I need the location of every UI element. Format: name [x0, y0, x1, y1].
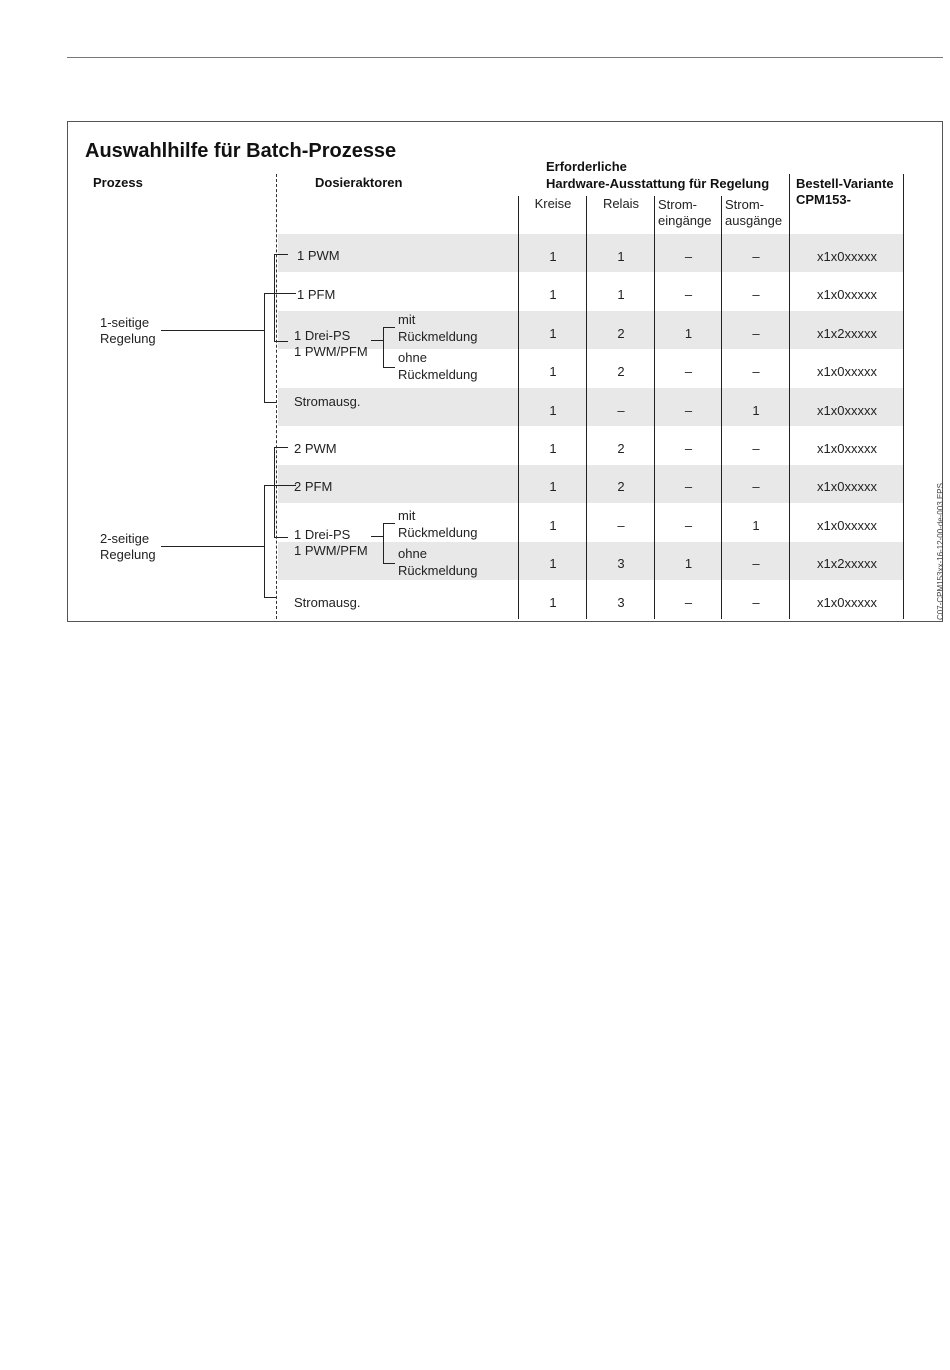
label-ohne: ohne	[398, 350, 427, 365]
cell-variante: x1x0xxxxx	[817, 403, 877, 418]
cell-relais: 1	[617, 249, 625, 264]
process-1-line2: Regelung	[100, 331, 156, 346]
cell-relais: 3	[617, 556, 625, 571]
actuator-1pwm: 1 PWM	[297, 248, 340, 263]
cell-kreise: 1	[549, 249, 557, 264]
label-ohne: ohne	[398, 546, 427, 561]
label-rueckmeldung: Rückmeldung	[398, 329, 478, 344]
label-rueckmeldung: Rückmeldung	[398, 525, 478, 540]
cell-kreise: 1	[549, 287, 557, 302]
tree-line	[371, 340, 383, 341]
cell-kreise: 1	[549, 403, 557, 418]
cell-strom-aus: –	[752, 364, 760, 379]
cell-strom-ein: –	[684, 287, 693, 302]
tree-line	[274, 447, 288, 448]
process-2-line1: 2-seitige	[100, 531, 150, 546]
cell-strom-ein: –	[684, 479, 693, 494]
cell-relais: 2	[617, 326, 625, 341]
cell-relais: 1	[617, 287, 625, 302]
header-strom-aus-1: Strom-	[725, 197, 764, 212]
actuator-pwm-pfm: 1 PWM/PFM	[294, 543, 368, 558]
page-header-rule	[67, 57, 943, 58]
actuator-2pwm: 2 PWM	[294, 441, 337, 456]
tree-line	[264, 293, 265, 402]
cell-strom-ein: 1	[684, 326, 693, 341]
header-strom-ein-2: eingänge	[658, 213, 712, 228]
cell-strom-ein: –	[684, 364, 693, 379]
cell-kreise: 1	[549, 326, 557, 341]
tree-line	[383, 327, 395, 328]
header-strom-aus-2: ausgänge	[725, 213, 783, 228]
label-rueckmeldung: Rückmeldung	[398, 367, 478, 382]
actuator-drei-ps: 1 Drei-PS	[294, 527, 351, 542]
actuator-2pfm: 2 PFM	[294, 479, 333, 494]
cell-relais: 2	[617, 479, 625, 494]
cell-strom-aus: –	[752, 326, 760, 341]
tree-line	[371, 536, 383, 537]
cell-strom-aus: 1	[752, 403, 760, 418]
actuator-stromausg: Stromausg.	[294, 595, 361, 610]
cell-kreise: 1	[549, 518, 557, 533]
cell-strom-aus: 1	[752, 518, 760, 533]
header-bestell-line2: CPM153-	[796, 192, 851, 207]
cell-strom-ein: –	[684, 595, 693, 610]
cell-relais: –	[617, 518, 625, 533]
cell-strom-aus: –	[752, 595, 760, 610]
actuator-drei-ps: 1 Drei-PS	[294, 328, 351, 343]
cell-variante: x1x0xxxxx	[817, 441, 877, 456]
cell-variante: x1x2xxxxx	[817, 326, 877, 341]
col-sep	[903, 174, 904, 619]
cell-strom-ein: 1	[684, 556, 693, 571]
cell-variante: x1x2xxxxx	[817, 556, 877, 571]
tree-line	[383, 523, 395, 524]
header-bestell-line1: Bestell-Variante	[796, 176, 894, 191]
figure-title: Auswahlhilfe für Batch-Prozesse	[85, 140, 397, 162]
tree-line	[274, 254, 288, 255]
actuator-stromausg: Stromausg.	[294, 394, 361, 409]
tree-line	[383, 367, 395, 368]
cell-strom-ein: –	[684, 249, 693, 264]
cell-variante: x1x0xxxxx	[817, 595, 877, 610]
tree-line	[383, 327, 384, 367]
dashed-divider	[276, 174, 277, 619]
cell-variante: x1x0xxxxx	[817, 249, 877, 264]
tree-line	[264, 485, 296, 486]
cell-kreise: 1	[549, 364, 557, 379]
tree-line	[274, 537, 288, 538]
cell-variante: x1x0xxxxx	[817, 364, 877, 379]
cell-relais: 3	[617, 595, 625, 610]
tree-line	[274, 254, 275, 341]
tree-line	[274, 341, 288, 342]
process-2-line2: Regelung	[100, 547, 156, 562]
header-hardware-line2: Hardware-Ausstattung für Regelung	[546, 176, 770, 191]
cell-relais: –	[617, 403, 625, 418]
cell-strom-ein: –	[684, 403, 693, 418]
cell-kreise: 1	[549, 479, 557, 494]
cell-kreise: 1	[549, 441, 557, 456]
cell-variante: x1x0xxxxx	[817, 518, 877, 533]
cell-relais: 2	[617, 441, 625, 456]
tree-line	[161, 546, 264, 547]
label-rueckmeldung: Rückmeldung	[398, 563, 478, 578]
cell-strom-aus: –	[752, 287, 760, 302]
actuator-1pfm: 1 PFM	[297, 287, 336, 302]
tree-line	[383, 563, 395, 564]
label-mit: mit	[398, 508, 416, 523]
tree-line	[264, 402, 276, 403]
cell-strom-aus: –	[752, 556, 760, 571]
tree-line	[264, 597, 276, 598]
cell-kreise: 1	[549, 556, 557, 571]
cell-strom-ein: –	[684, 441, 693, 456]
actuator-pwm-pfm: 1 PWM/PFM	[294, 344, 368, 359]
cell-variante: x1x0xxxxx	[817, 287, 877, 302]
process-1-line1: 1-seitige	[100, 315, 150, 330]
figure-box	[67, 121, 943, 622]
tree-line	[161, 330, 264, 331]
cell-strom-ein: –	[684, 518, 693, 533]
label-mit: mit	[398, 312, 416, 327]
header-relais: Relais	[602, 196, 640, 211]
header-dosieraktoren: Dosieraktoren	[315, 175, 403, 190]
col-sep	[789, 174, 790, 619]
tree-line	[274, 447, 275, 537]
cell-variante: x1x0xxxxx	[817, 479, 877, 494]
cell-strom-aus: –	[752, 441, 760, 456]
figure-code: C07-CPM153xx-16-12-00-de-003.EPS	[936, 483, 945, 620]
cell-relais: 2	[617, 364, 625, 379]
cell-kreise: 1	[549, 595, 557, 610]
tree-line	[383, 523, 384, 563]
cell-strom-aus: –	[752, 249, 760, 264]
cell-strom-aus: –	[752, 479, 760, 494]
header-hardware-line1: Erforderliche	[546, 159, 627, 174]
header-strom-ein-1: Strom-	[658, 197, 697, 212]
header-prozess: Prozess	[93, 175, 143, 190]
header-kreise: Kreise	[534, 196, 572, 211]
tree-line	[264, 485, 265, 597]
tree-line	[264, 293, 296, 294]
